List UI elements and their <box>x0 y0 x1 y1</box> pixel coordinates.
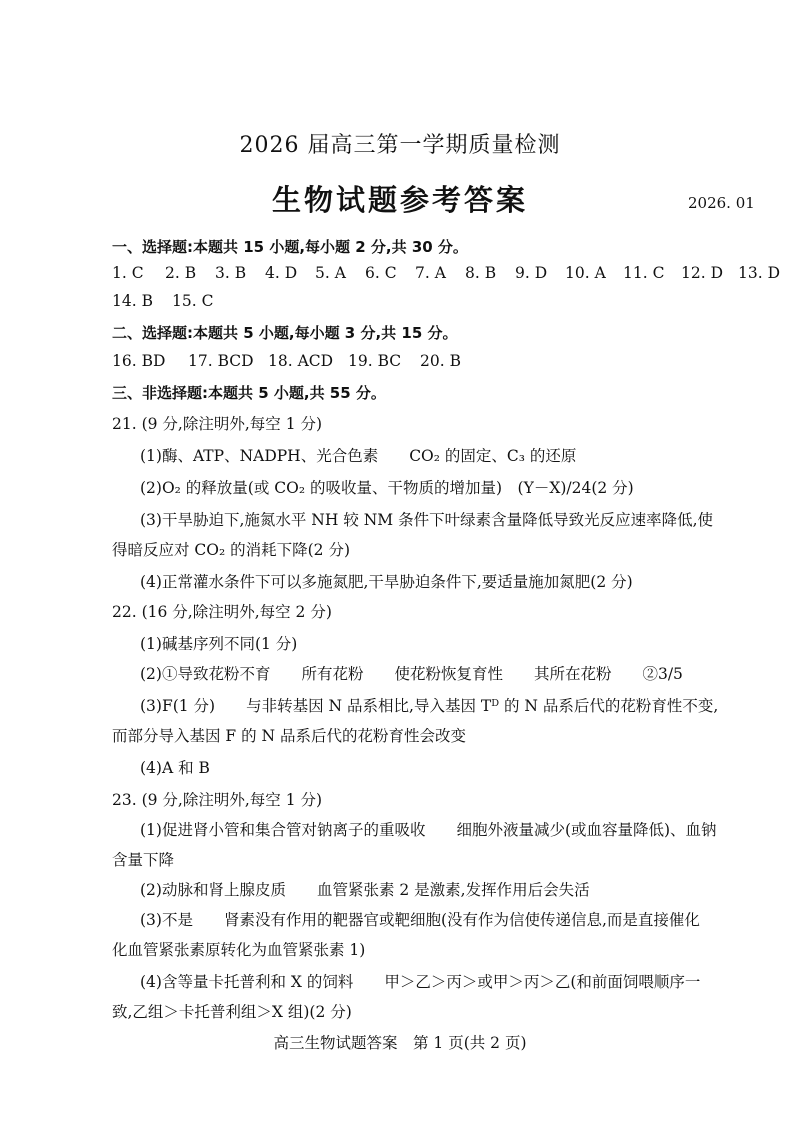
answer-2: 2. B <box>165 264 197 282</box>
q21-part4: (4)正常灌水条件下可以多施氮肥,干旱胁迫条件下,要适量施加氮肥(2 分) <box>140 573 633 591</box>
answer-8: 8. B <box>465 264 497 282</box>
q23-part4-line1: (4)含等量卡托普利和 X 的饲料 甲＞乙＞丙＞或甲＞丙＞乙(和前面饲喂顺序一 <box>140 973 701 991</box>
q22-part3-line1: (3)F(1 分) 与非转基因 N 品系相比,导入基因 Tᴰ 的 N 品系后代的花粉育性不变, <box>140 697 719 715</box>
answer-5: 5. A <box>315 264 346 282</box>
q23-part3-line1: (3)不是 肾素没有作用的靶器官或靶细胞(没有作为信使传递信息,而是直接催化 <box>140 911 700 929</box>
exam-title: 2026 届高三第一学期质量检测 <box>239 133 561 158</box>
answer-20: 20. B <box>420 352 461 370</box>
section2-heading: 二、选择题:本题共 5 小题,每小题 3 分,共 15 分。 <box>112 324 458 342</box>
answer-7: 7. A <box>415 264 446 282</box>
answer-17: 17. BCD <box>188 352 254 370</box>
q21-heading: 21. (9 分,除注明外,每空 1 分) <box>112 415 323 433</box>
q23-part2: (2)动脉和肾上腺皮质 血管紧张素 2 是激素,发挥作用后会失活 <box>140 881 590 899</box>
q21-part1: (1)酶、ATP、NADPH、光合色素 CO₂ 的固定、C₃ 的还原 <box>140 447 577 465</box>
q22-heading: 22. (16 分,除注明外,每空 2 分) <box>112 603 332 621</box>
answer-15: 15. C <box>172 292 214 310</box>
answer-9: 9. D <box>515 264 548 282</box>
q21-part3-line1: (3)干旱胁迫下,施氮水平 NH 较 NM 条件下叶绿素含量降低导致光反应速率降低,使 <box>140 511 714 529</box>
answer-12: 12. D <box>681 264 724 282</box>
q23-part1-line1: (1)促进肾小管和集合管对钠离子的重吸收 细胞外液量减少(或血容量降低)、血钠 <box>140 821 717 839</box>
answer-19: 19. BC <box>348 352 402 370</box>
answer-1: 1. C <box>112 264 144 282</box>
answer-16: 16. BD <box>112 352 166 370</box>
section3-heading: 三、非选择题:本题共 5 小题,共 55 分。 <box>112 384 386 402</box>
q21-part3-line2: 得暗反应对 CO₂ 的消耗下降(2 分) <box>112 541 351 559</box>
answer-4: 4. D <box>265 264 298 282</box>
q23-part3-line2: 化血管紧张素原转化为血管紧张素 1) <box>112 941 366 959</box>
section1-heading: 一、选择题:本题共 15 小题,每小题 2 分,共 30 分。 <box>112 238 468 256</box>
answer-14: 14. B <box>112 292 153 310</box>
answer-3: 3. B <box>215 264 247 282</box>
q22-part2: (2)①导致花粉不育 所有花粉 使花粉恢复育性 其所在花粉 ②3/5 <box>140 665 683 683</box>
answer-13: 13. D <box>738 264 781 282</box>
page-footer: 高三生物试题答案 第 1 页(共 2 页) <box>273 1034 527 1052</box>
q22-part1: (1)碱基序列不同(1 分) <box>140 635 298 653</box>
q22-part4: (4)A 和 B <box>140 759 210 777</box>
answer-10: 10. A <box>565 264 606 282</box>
answer-11: 11. C <box>623 264 665 282</box>
q23-heading: 23. (9 分,除注明外,每空 1 分) <box>112 791 323 809</box>
answer-18: 18. ACD <box>268 352 334 370</box>
q23-part1-line2: 含量下降 <box>112 851 175 869</box>
document-title: 生物试题参考答案 <box>271 183 528 217</box>
document-date: 2026. 01 <box>688 194 755 212</box>
q22-part3-line2: 而部分导入基因 F 的 N 品系后代的花粉育性会改变 <box>112 727 467 745</box>
q21-part2: (2)O₂ 的释放量(或 CO₂ 的吸收量、干物质的增加量) (Y－X)/24(2 分) <box>140 479 634 497</box>
answer-6: 6. C <box>365 264 397 282</box>
q23-part4-line2: 致,乙组＞卡托普利组＞X 组)(2 分) <box>112 1003 352 1021</box>
